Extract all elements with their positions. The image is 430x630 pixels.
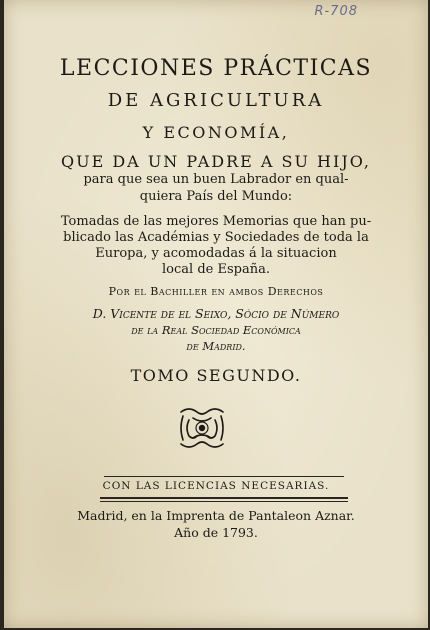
memorias-line-1: Tomadas de las mejores Memorias que han pu- <box>60 214 372 229</box>
memorias-line-2: blicado las Académias y Sociedades de toda la <box>63 230 369 245</box>
shelfmark-annotation: R-708 <box>314 4 358 19</box>
top-rule <box>104 476 344 477</box>
purpose-line-1: para que sea un buen Labrador en qual- <box>83 172 349 187</box>
title-page <box>4 0 428 628</box>
memorias-line-4: local de España. <box>162 262 270 277</box>
bottom-rule-thin <box>100 501 348 502</box>
author-name-line-1: D. Vicente de el Seixo, Sócio de Número <box>92 306 340 321</box>
title-line-4: QUE DA UN PADRE A SU HIJO, <box>60 152 372 171</box>
memorias-line-3: Europa, y acomodadas á la situacion <box>95 246 337 261</box>
licenses-line: CON LAS LICENCIAS NECESARIAS. <box>102 480 330 492</box>
imprint-line-1: Madrid, en la Imprenta de Pantaleon Aznar. <box>77 508 355 523</box>
author-name-line-3: de Madrid. <box>186 339 246 353</box>
purpose-line-2: quiera País del Mundo: <box>139 189 293 204</box>
bottom-rule-thick <box>100 497 348 499</box>
author-credit: Por el Bachiller en ambos Derechos <box>108 285 324 298</box>
title-line-3: Y ECONOMÍA, <box>142 123 290 142</box>
author-name-line-2: de la Real Sociedad Económica <box>131 323 301 337</box>
printers-ornament-icon <box>177 406 227 450</box>
title-line-2: DE AGRICULTURA <box>107 90 325 111</box>
imprint-line-2: Año de 1793. <box>174 525 258 540</box>
volume-label: TOMO SEGUNDO. <box>130 366 302 385</box>
title-line-1: LECCIONES PRÁCTICAS <box>59 56 373 81</box>
